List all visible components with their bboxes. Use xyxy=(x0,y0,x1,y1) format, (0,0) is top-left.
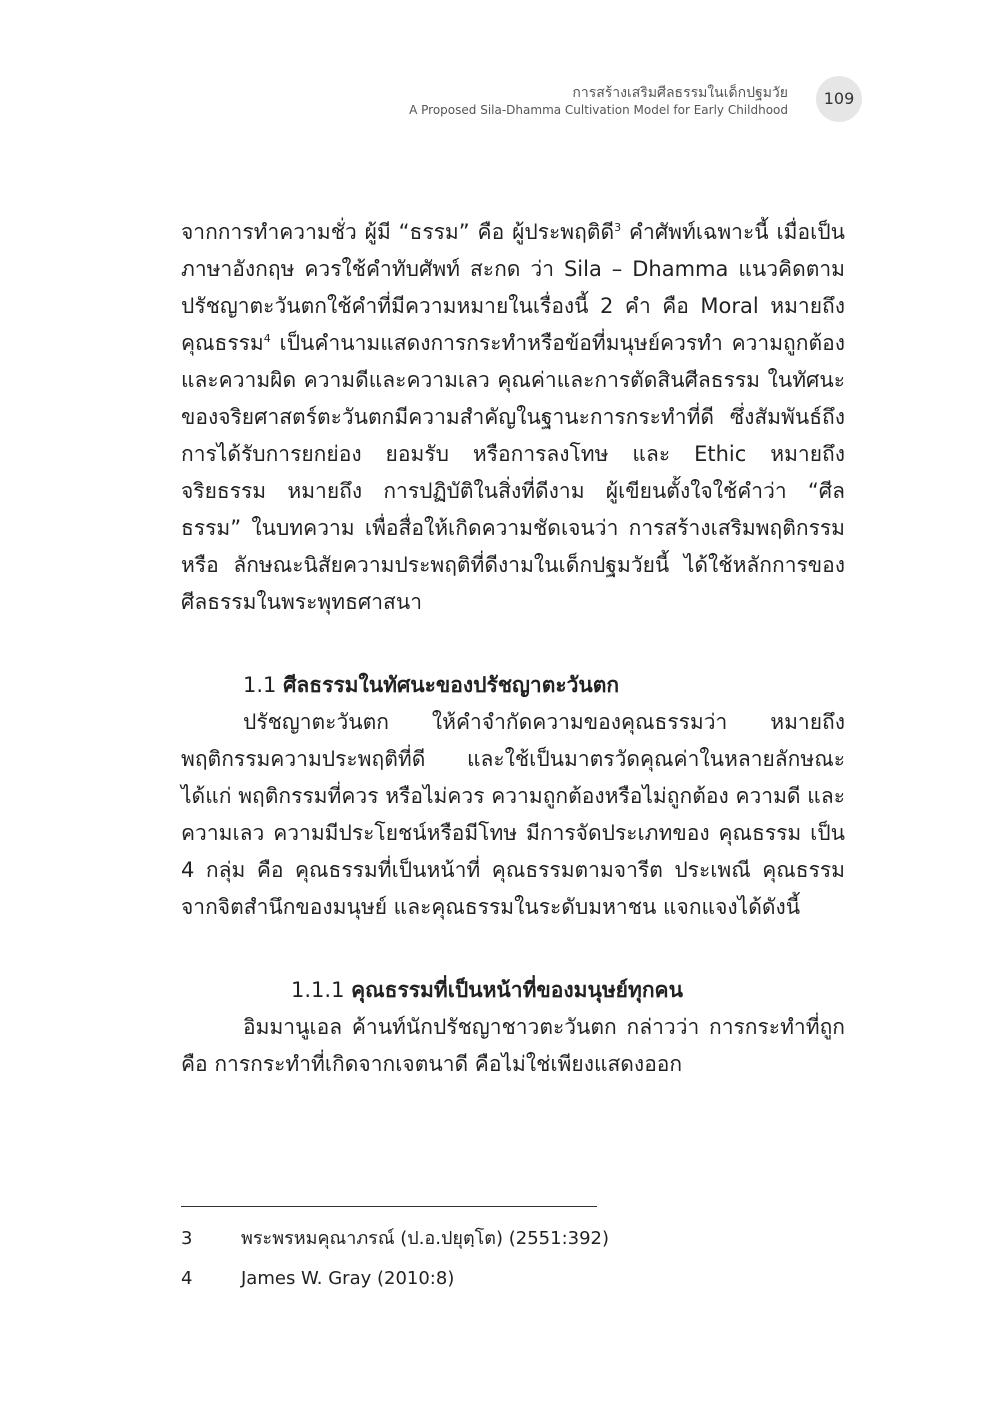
header-title-english: A Proposed Sila-Dhamma Cultivation Model for Early Childhood xyxy=(409,103,788,117)
header-title-thai: การสร้างเสริมศีลธรรมในเด็กปฐมวัย xyxy=(572,85,788,101)
section-heading-1-1-1 xyxy=(291,972,845,1009)
footnote-text: James W. Gray (2010:8) xyxy=(241,1268,455,1289)
footnote-ref-4[interactable]: 4 xyxy=(263,332,271,345)
running-header xyxy=(409,84,788,118)
section-1-1-1-paragraph: อิมมานูเอล ค้านท์นักปรัชญาชาวตะวันตก กล่าวว่า การกระทำที่ถูกคือ การกระทำที่เกิดจากเจตนาดี คือไม่ใช่เพียงแสดงออก xyxy=(181,1015,845,1076)
intro-paragraph xyxy=(181,214,845,621)
footnote-number: 4 xyxy=(181,1268,193,1289)
footnote-text: พระพรหมคุณาภรณ์ (ป.อ.ปยุตฺโต) (2551:392) xyxy=(241,1228,610,1249)
section-title-1-1-1: คุณธรรมที่เป็นหน้าที่ของมนุษย์ทุกคน xyxy=(351,978,683,1002)
section-number-1-1-1: 1.1.1 xyxy=(291,978,345,1002)
footnote-3 xyxy=(181,1226,609,1252)
page-number-badge: 109 xyxy=(816,76,862,122)
section-heading-1-1 xyxy=(243,667,845,704)
intro-text-part-3: เป็นคำนามแสดงการกระทำหรือข้อที่มนุษย์ควรทำ ความถูกต้องและความผิด ความดีและความเลว คุณค่าและการตัดสินศีลธรรม ในทัศนะของจริยศาสตร์ตะวันตกมีความสำคัญในฐานะการกระทำที่ดี ซึ่งสัมพันธ์ถึงการได้รับการยกย่อง ยอมรับ หรือการลงโทษ และ Ethic หมายถึง จริยธรรม หมายถึง การปฏิบัติในสิ่งที่ดีงาม ผู้เขียนตั้งใจใช้คำว่า “ศีลธรรม” ในบทความ เพื่อสื่อให้เกิดความชัดเจนว่า การสร้างเสริมพฤติกรรม หรือ ลักษณะนิสัยความประพฤติที่ดีงามในเด็กปฐมวัยนี้ ได้ใช้หลักการของศีลธรรมในพระพุทธศาสนา xyxy=(181,331,845,614)
body-text xyxy=(181,214,845,1083)
section-title-1-1: ศีลธรรมในทัศนะของปรัชญาตะวันตก xyxy=(283,673,620,697)
footnote-4 xyxy=(181,1266,454,1292)
footnote-ref-3[interactable]: 3 xyxy=(614,221,622,234)
footnote-number: 3 xyxy=(181,1228,193,1249)
section-number-1-1: 1.1 xyxy=(243,673,277,697)
intro-text-part-2: คำศัพท์เฉพาะนี้ เมื่อเป็นภาษาอังกฤษ ควรใช้คำทับศัพท์ สะกด ว่า Sila – Dhamma แนวคิดตามปรัชญาตะวันตกใช้คำที่มีความหมายในเรื่องนี้ 2 คำ คือ Moral หมายถึง คุณธรรม xyxy=(181,220,845,355)
section-1-1-paragraph: ปรัชญาตะวันตก ให้คำจำกัดความของคุณธรรมว่า หมายถึง พฤติกรรมความประพฤติที่ดี และใช้เป็นมาตรวัดคุณค่าในหลายลักษณะ ได้แก่ พฤติกรรมที่ควร หรือไม่ควร ความถูกต้องหรือไม่ถูกต้อง ความดี และความเลว ความมีประโยชน์หรือมีโทษ มีการจัดประเภทของ คุณธรรม เป็น 4 กลุ่ม คือ คุณธรรมที่เป็นหน้าที่ คุณธรรมตามจารีต ประเพณี คุณธรรมจากจิตสำนึกของมนุษย์ และคุณธรรมในระดับมหาชน แจกแจงได้ดังนี้ xyxy=(181,710,845,919)
footnote-divider xyxy=(181,1206,597,1207)
intro-text-part-1: จากการทำความชั่ว ผู้มี “ธรรม” คือ ผู้ประพฤติดี xyxy=(181,220,615,244)
